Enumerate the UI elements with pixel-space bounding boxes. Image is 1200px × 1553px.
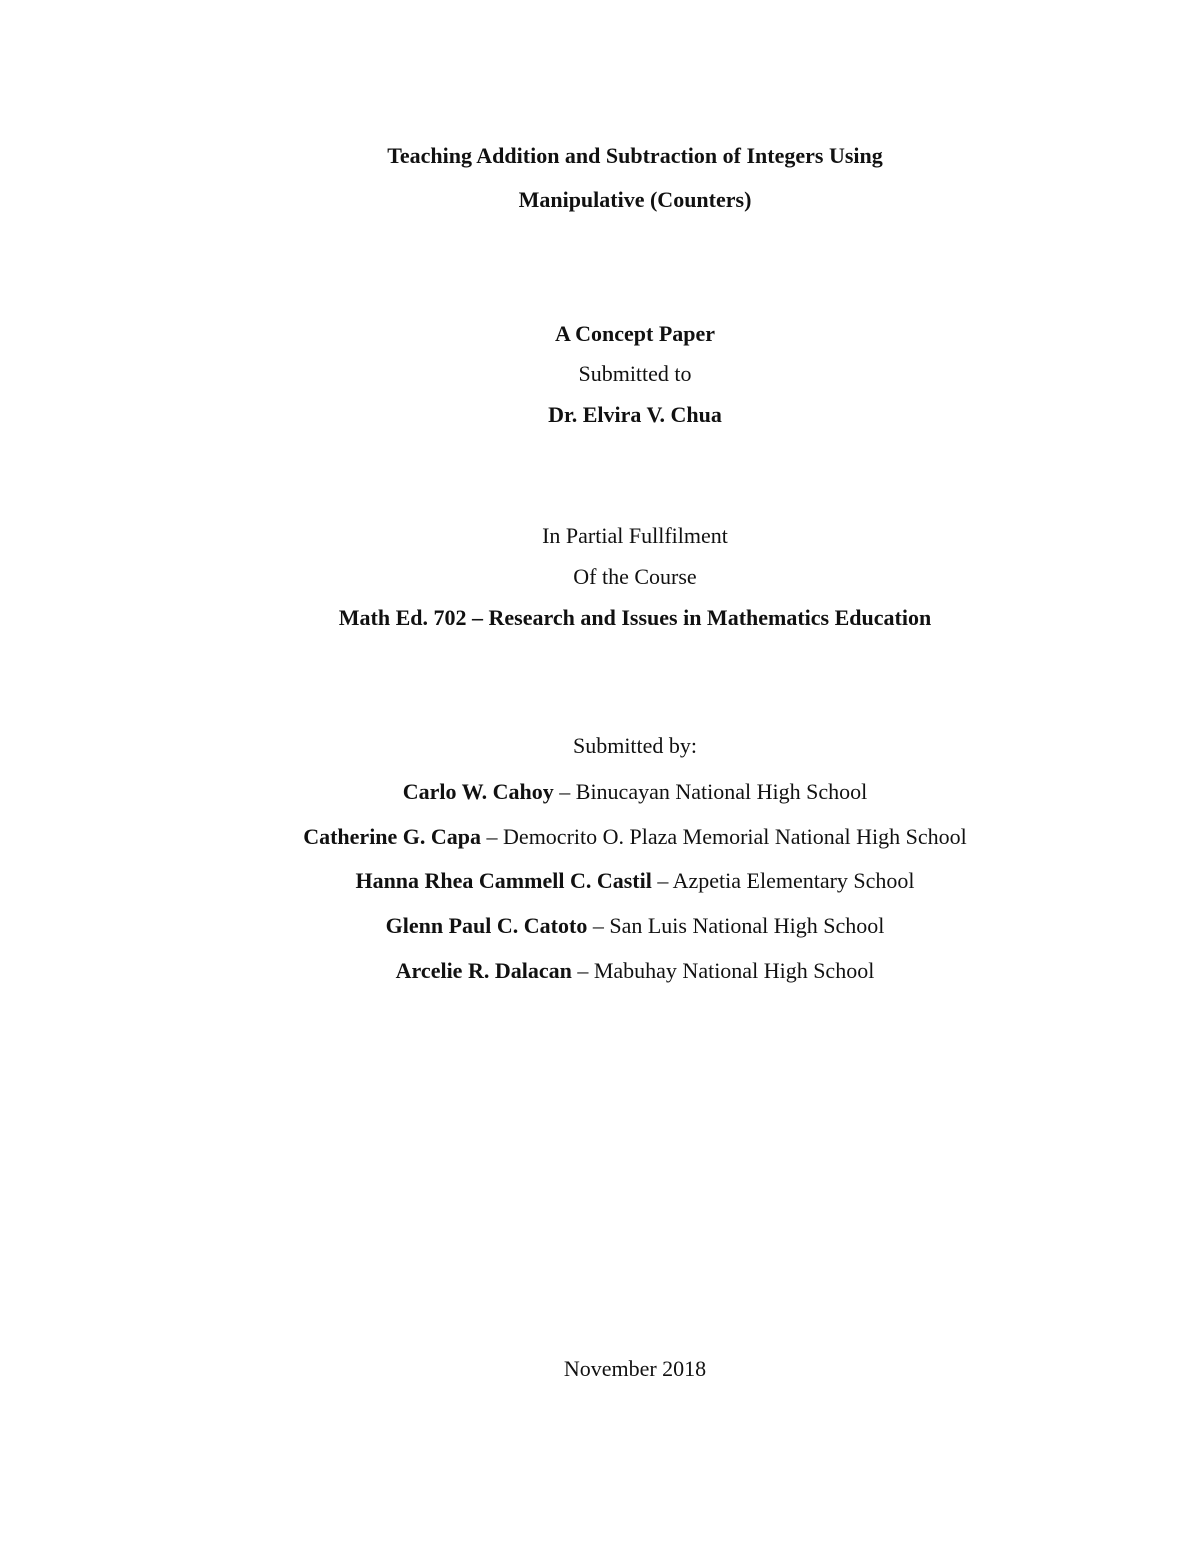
author-affiliation: – Binucayan National High School bbox=[553, 779, 868, 804]
partial-fulfilment-label: In Partial Fullfilment bbox=[542, 523, 728, 548]
author-name: Glenn Paul C. Catoto bbox=[385, 913, 588, 938]
of-the-course-label: Of the Course bbox=[573, 564, 697, 589]
author-name: Arcelie R. Dalacan bbox=[395, 958, 572, 983]
recipient-name: Dr. Elvira V. Chua bbox=[548, 402, 722, 427]
author-line bbox=[0, 867, 1200, 895]
title-line-2: Manipulative (Counters) bbox=[518, 187, 752, 212]
course-name: Math Ed. 702 – Research and Issues in Mathematics Education bbox=[338, 605, 932, 630]
paper-type: A Concept Paper bbox=[554, 321, 716, 346]
author-name: Catherine G. Capa bbox=[303, 824, 482, 849]
title-line-1: Teaching Addition and Subtraction of Integers Using bbox=[387, 143, 883, 168]
submitted-to-label: Submitted to bbox=[578, 361, 692, 386]
author-line bbox=[0, 823, 1200, 851]
author-name: Carlo W. Cahoy bbox=[402, 779, 554, 804]
author-line bbox=[0, 778, 1200, 806]
author-line bbox=[0, 957, 1200, 985]
submitted-by-label: Submitted by: bbox=[572, 733, 698, 758]
author-line bbox=[0, 912, 1200, 940]
submission-date: November 2018 bbox=[563, 1356, 707, 1381]
author-affiliation: – Democrito O. Plaza Memorial National High School bbox=[481, 824, 967, 849]
author-affiliation: – Mabuhay National High School bbox=[571, 958, 875, 983]
author-affiliation: – San Luis National High School bbox=[587, 913, 885, 938]
author-affiliation: – Azpetia Elementary School bbox=[651, 868, 915, 893]
author-name: Hanna Rhea Cammell C. Castil bbox=[355, 868, 652, 893]
